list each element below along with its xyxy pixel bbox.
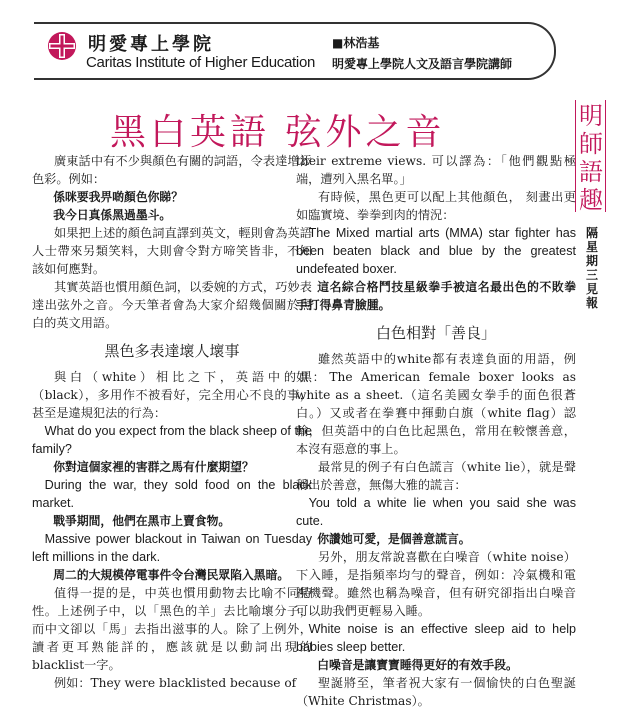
subheading: 白色相對「善良」 (375, 324, 496, 342)
article-title: 黑白英語 弦外之音 (110, 112, 446, 153)
publication-frequency (584, 226, 600, 310)
freq-char: 星 (585, 240, 598, 254)
paragraph: 雖然英語中的white都有表達負面的用語，例如：The American female boxer looks as white as a sheet.（這名美國女拳手的面色很蒼白。）又或者在拳賽中揮動白旗（white flag）認輸，但英語中的白色比起黑色，常用在較懷善意，本沒有惡意的事上。 (296, 352, 576, 456)
paragraph: 如果把上述的顏色詞直譯到英文，輕則會為英語人士帶來另類笑料，大則會令對方啼笑皆非，不知該如何應對。 (32, 226, 312, 276)
school-name-chinese: 明愛專上學院 (88, 34, 214, 55)
english-example: During the war, they sold food on the black market. (32, 478, 312, 510)
column-name-char: 師 (579, 130, 603, 158)
freq-char: 三 (585, 268, 598, 282)
freq-char: 隔 (585, 226, 598, 240)
caritas-logo-icon (44, 31, 80, 61)
subheading: 黑色多表達壞人壞事 (104, 342, 240, 360)
paragraph: their extreme views. 可以譯為：「他們觀點極端，遭列入黑名單。」 (296, 154, 576, 186)
school-name-english: Caritas Institute of Higher Education (86, 54, 316, 71)
paragraph: 與白（white）相比之下，英語中的黑（black），多用作不被看好，完全用心不良的事，甚至是違規犯法的行為： (32, 370, 312, 420)
paragraph: 廣東話中有不少與顏色有關的詞語，令表達增添色彩。例如： (32, 154, 312, 186)
paragraph: 聖誕將至，筆者祝大家有一個愉快的白色聖誕（White Christmas）。 (296, 676, 576, 708)
article-column-left (32, 152, 312, 692)
author-title: 明愛專上學院人文及語言學院講師 (332, 57, 513, 71)
english-example: Massive power blackout in Taiwan on Tuesday left millions in the dark. (32, 532, 312, 564)
side-rule-right (605, 100, 606, 212)
paragraph: 有時候，黑色更可以配上其他顏色， 刻畫出更如臨實境、拳拳到肉的情況： (296, 190, 576, 222)
english-example: The Mixed martial arts (MMA) star fighter has been beaten black and blue by the greatest undefeated boxer. (296, 226, 576, 276)
paragraph: 最常見的例子有白色謊言（white lie），就是聲稱出於善意，無傷大雅的謊言： (296, 460, 576, 492)
article-column-right (296, 152, 576, 710)
column-name-char: 明 (579, 102, 603, 130)
freq-char: 報 (585, 296, 598, 310)
english-example: You told a white lie when you said she was cute. (296, 496, 576, 528)
example-translation: 戰爭期間，他們在黑市上賣食物。 (53, 514, 231, 528)
english-example: What do you expect from the black sheep of the family? (32, 424, 312, 456)
example-translation: 我今日真係黑過墨斗。 (53, 208, 172, 222)
paragraph: 其實英語也慣用顏色詞，以委婉的方式，巧妙表達出弦外之音。今天筆者會為大家介紹幾個關於黑白的英文用語。 (32, 280, 312, 330)
author-name: ■林浩基 (332, 36, 380, 50)
paragraph: 值得一提的是，中英也慣用動物去比喻不同特性。上述例子中，以「黑色的羊」去比喻壞分子，而中文卻以「馬」去指出滋事的人。除了上例外，讀者更耳熟能詳的，應該就是以動詞出現的blacklist一字。 (32, 586, 312, 672)
example-translation: 周二的大規模停電事件令台灣民眾陷入黑暗。 (53, 568, 290, 582)
example-translation: 你讚她可愛，是個善意謊言。 (317, 532, 471, 546)
column-name (578, 102, 604, 214)
example-translation: 你對這個家裡的害群之馬有什麼期望？ (53, 460, 254, 474)
example-translation: 係咪要我畀啲顏色你睇？ (53, 190, 184, 204)
freq-char: 期 (585, 254, 598, 268)
paragraph: 另外，朋友常說喜歡在白噪音（white noise）下入睡，是指頻率均勻的聲音，例如：冷氣機和電視機聲。雖然也稱為噪音，但有研究卻指出白噪音可以助我們更輕易入睡。 (296, 550, 576, 618)
example-translation: 白噪音是讓寶寶睡得更好的有效手段。 (317, 658, 518, 672)
column-name-char: 趣 (579, 186, 603, 214)
english-example: White noise is an effective sleep aid to help babies sleep better. (296, 622, 576, 654)
column-name-char: 語 (579, 158, 603, 186)
example-translation: 這名綜合格鬥技星級拳手被這名最出色的不敗拳手打得鼻青臉腫。 (296, 280, 576, 312)
paragraph: 例如：They were blacklisted because of (53, 676, 297, 690)
freq-char: 見 (585, 282, 598, 296)
